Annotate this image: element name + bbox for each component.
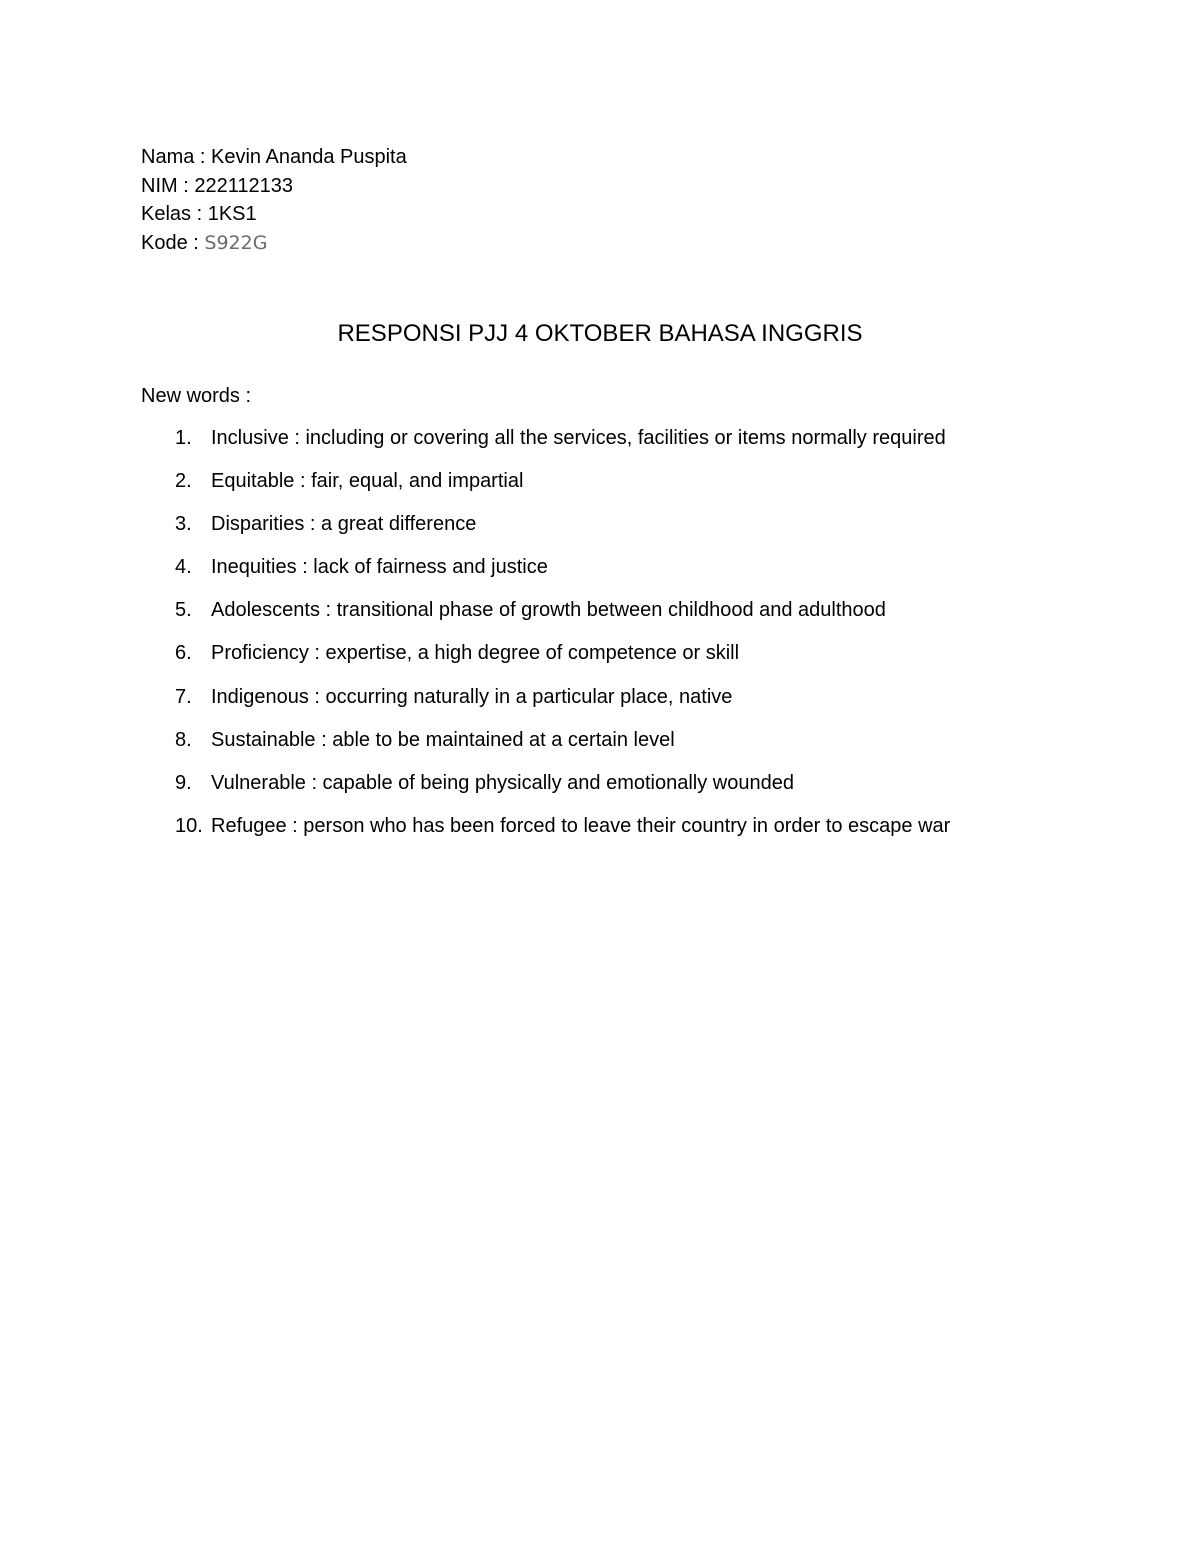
kode-label: Kode : [141, 231, 205, 254]
kode-value: S922G [204, 231, 268, 254]
list-number: 8. [175, 728, 192, 751]
list-text: Sustainable : able to be maintained at a certain level [211, 728, 675, 751]
list-number: 1. [175, 427, 192, 449]
list-text: Inequities : lack of fairness and justice [211, 556, 548, 579]
list-text: Adolescents : transitional phase of growth between childhood and adulthood [211, 599, 886, 622]
list-number: 5. [175, 599, 192, 622]
student-info [141, 143, 407, 257]
list-number: 4. [175, 556, 192, 579]
list-text: Indigenous : occurring naturally in a particular place, native [211, 685, 733, 708]
document-title: RESPONSI PJJ 4 OKTOBER BAHASA INGGRIS [337, 320, 863, 347]
list-text: Vulnerable : capable of being physically and emotionally wounded [211, 771, 794, 794]
list-number: 9. [175, 771, 192, 794]
new-words-label: New words : [141, 385, 252, 407]
list-number: 10. [175, 814, 203, 837]
list-text: Refugee : person who has been forced to leave their country in order to escape war [211, 814, 951, 837]
list-text: Inclusive : including or covering all the services, facilities or items normally required [211, 427, 946, 449]
list-number: 7. [175, 685, 192, 708]
list-text: Proficiency : expertise, a high degree of competence or skill [211, 642, 740, 665]
list-text: Disparities : a great difference [211, 513, 477, 536]
list-number: 6. [175, 642, 192, 665]
name-line: Nama : Kevin Ananda Puspita [141, 146, 407, 168]
nim-line: NIM : 222112133 [141, 174, 293, 197]
list-text: Equitable : fair, equal, and impartial [211, 470, 524, 493]
kelas-line: Kelas : 1KS1 [141, 203, 257, 225]
list-number: 2. [175, 470, 192, 493]
list-number: 3. [175, 513, 192, 536]
kode-line [141, 229, 407, 258]
